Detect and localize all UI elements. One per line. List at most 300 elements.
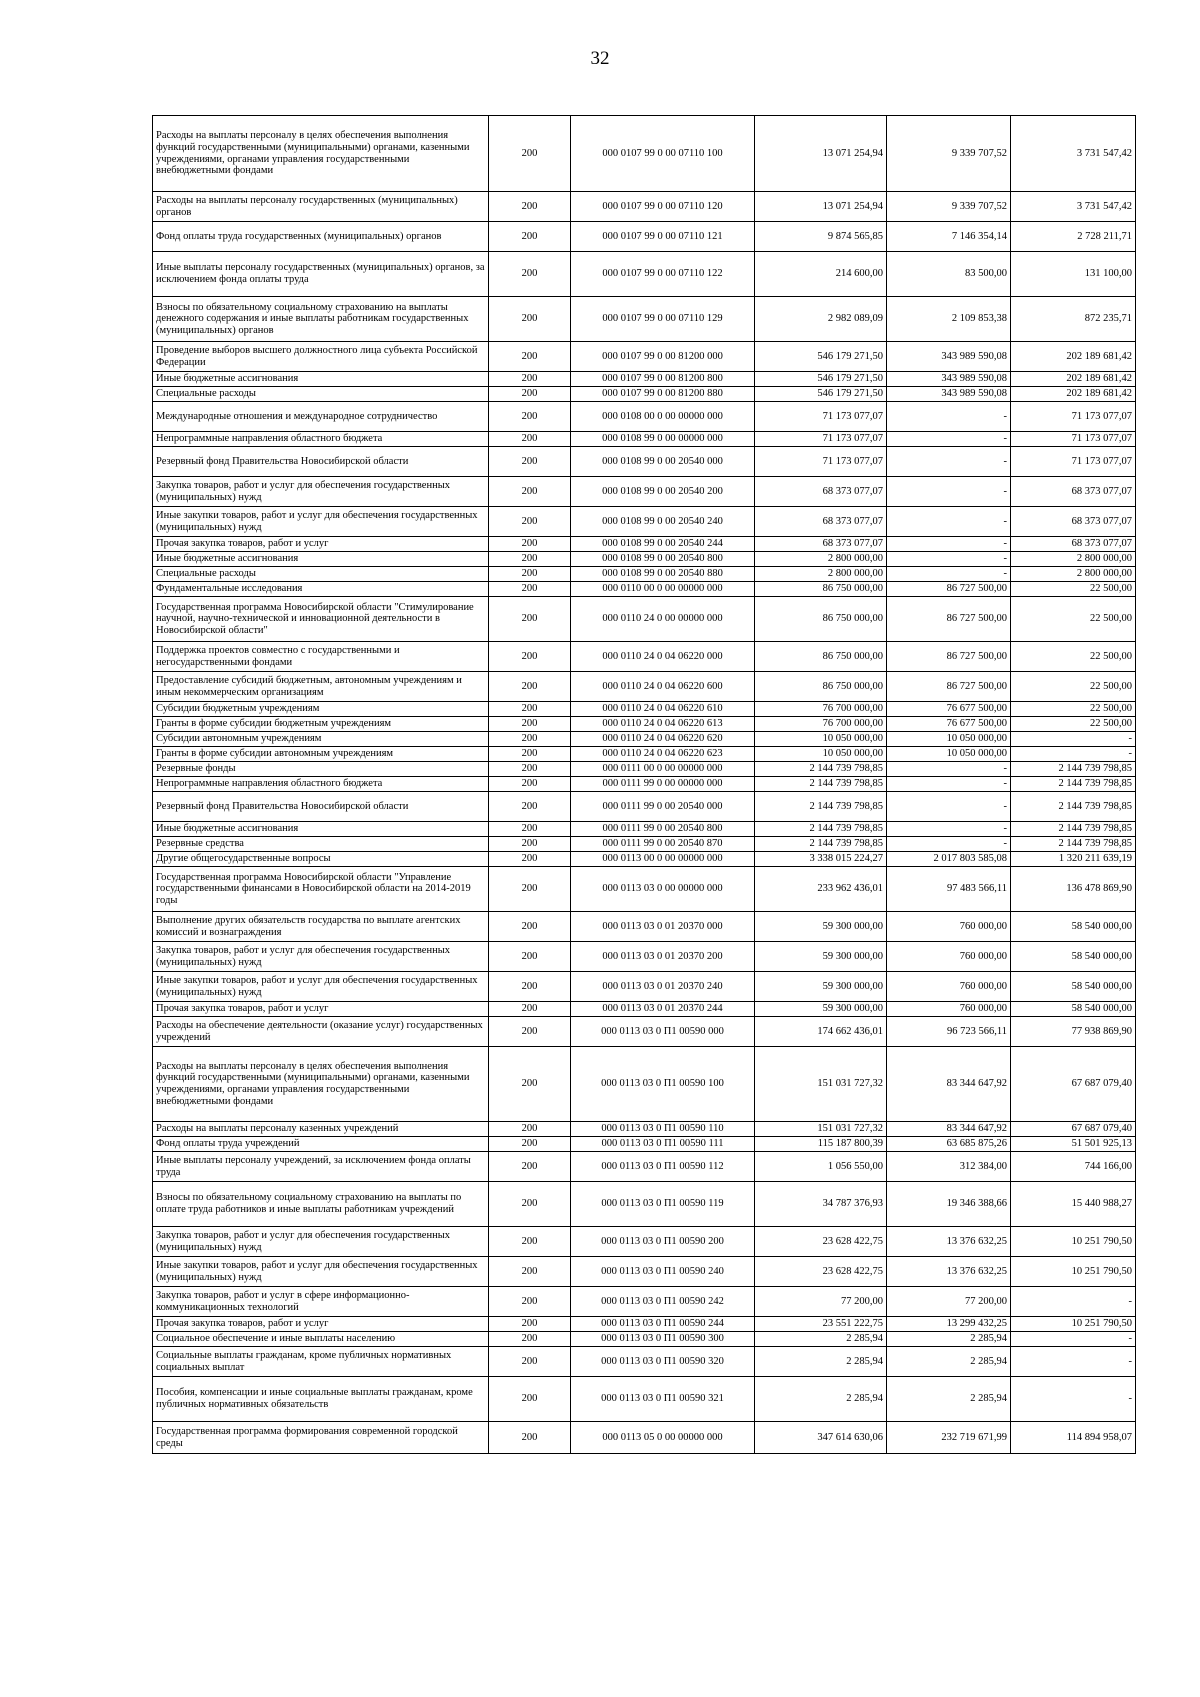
cell-line-code: 200 xyxy=(489,1122,571,1137)
table-row xyxy=(153,1017,1136,1047)
cell-line-code: 200 xyxy=(489,192,571,222)
cell-name: Непрограммные направления областного бюджета xyxy=(153,777,489,792)
cell-name: Пособия, компенсации и иные социальные выплаты гражданам, кроме публичных нормативных обязательств xyxy=(153,1377,489,1422)
cell-classification-code: 000 0108 99 0 00 20540 200 xyxy=(571,477,755,507)
cell-approved: 2 144 739 798,85 xyxy=(755,762,887,777)
cell-executed: 9 339 707,52 xyxy=(887,116,1011,192)
cell-line-code: 200 xyxy=(489,642,571,672)
table-row xyxy=(153,1227,1136,1257)
cell-name: Международные отношения и международное сотрудничество xyxy=(153,402,489,432)
cell-line-code: 200 xyxy=(489,1047,571,1122)
cell-name: Предоставление субсидий бюджетным, автономным учреждениям и иным некоммерческим организациям xyxy=(153,672,489,702)
table-row xyxy=(153,1347,1136,1377)
cell-unexecuted: - xyxy=(1011,1377,1136,1422)
cell-name: Гранты в форме субсидии бюджетным учреждениям xyxy=(153,717,489,732)
cell-unexecuted: - xyxy=(1011,732,1136,747)
cell-line-code: 200 xyxy=(489,702,571,717)
cell-classification-code: 000 0113 03 0 01 20370 200 xyxy=(571,942,755,972)
cell-executed: 10 050 000,00 xyxy=(887,747,1011,762)
cell-name: Субсидии бюджетным учреждениям xyxy=(153,702,489,717)
cell-executed: - xyxy=(887,762,1011,777)
cell-unexecuted: - xyxy=(1011,1287,1136,1317)
cell-line-code: 200 xyxy=(489,1257,571,1287)
cell-executed: 96 723 566,11 xyxy=(887,1017,1011,1047)
cell-executed: 2 285,94 xyxy=(887,1332,1011,1347)
cell-executed: 86 727 500,00 xyxy=(887,597,1011,642)
cell-approved: 546 179 271,50 xyxy=(755,342,887,372)
cell-executed: - xyxy=(887,837,1011,852)
table-row xyxy=(153,192,1136,222)
cell-executed: - xyxy=(887,822,1011,837)
table-row xyxy=(153,1122,1136,1137)
cell-classification-code: 000 0108 00 0 00 00000 000 xyxy=(571,402,755,432)
cell-approved: 77 200,00 xyxy=(755,1287,887,1317)
cell-name: Другие общегосударственные вопросы xyxy=(153,852,489,867)
cell-classification-code: 000 0111 99 0 00 20540 870 xyxy=(571,837,755,852)
cell-line-code: 200 xyxy=(489,1002,571,1017)
cell-executed: - xyxy=(887,477,1011,507)
cell-name: Взносы по обязательному социальному страхованию на выплаты по оплате труда работников и иные выплаты работникам учреждений xyxy=(153,1182,489,1227)
cell-approved: 2 144 739 798,85 xyxy=(755,792,887,822)
cell-unexecuted: 744 166,00 xyxy=(1011,1152,1136,1182)
cell-classification-code: 000 0110 24 0 00 00000 000 xyxy=(571,597,755,642)
cell-line-code: 200 xyxy=(489,852,571,867)
cell-executed: 76 677 500,00 xyxy=(887,702,1011,717)
cell-executed: 86 727 500,00 xyxy=(887,582,1011,597)
table-row xyxy=(153,1002,1136,1017)
table-row xyxy=(153,732,1136,747)
cell-executed: 760 000,00 xyxy=(887,972,1011,1002)
cell-unexecuted: 3 731 547,42 xyxy=(1011,192,1136,222)
cell-unexecuted: 10 251 790,50 xyxy=(1011,1317,1136,1332)
page-number: 32 xyxy=(590,48,610,69)
cell-approved: 86 750 000,00 xyxy=(755,597,887,642)
cell-executed: 2 017 803 585,08 xyxy=(887,852,1011,867)
cell-classification-code: 000 0111 99 0 00 00000 000 xyxy=(571,777,755,792)
cell-line-code: 200 xyxy=(489,222,571,252)
cell-line-code: 200 xyxy=(489,1137,571,1152)
table-row xyxy=(153,762,1136,777)
cell-unexecuted: 2 144 739 798,85 xyxy=(1011,792,1136,822)
cell-approved: 68 373 077,07 xyxy=(755,477,887,507)
cell-line-code: 200 xyxy=(489,372,571,387)
table-row xyxy=(153,1152,1136,1182)
cell-classification-code: 000 0108 99 0 00 20540 880 xyxy=(571,567,755,582)
cell-unexecuted: 77 938 869,90 xyxy=(1011,1017,1136,1047)
cell-executed: 343 989 590,08 xyxy=(887,372,1011,387)
cell-executed: - xyxy=(887,777,1011,792)
cell-executed: 19 346 388,66 xyxy=(887,1182,1011,1227)
cell-approved: 115 187 800,39 xyxy=(755,1137,887,1152)
cell-classification-code: 000 0107 99 0 00 07110 121 xyxy=(571,222,755,252)
cell-classification-code: 000 0113 03 0 П1 00590 320 xyxy=(571,1347,755,1377)
cell-name: Государственная программа Новосибирской области "Управление государственными финансами в Новосибирской области на 2014-2019 годы xyxy=(153,867,489,912)
cell-executed: 10 050 000,00 xyxy=(887,732,1011,747)
cell-classification-code: 000 0113 03 0 П1 00590 242 xyxy=(571,1287,755,1317)
cell-unexecuted: 2 800 000,00 xyxy=(1011,567,1136,582)
cell-name: Поддержка проектов совместно с государственными и негосударственными фондами xyxy=(153,642,489,672)
cell-approved: 71 173 077,07 xyxy=(755,432,887,447)
cell-name: Закупка товаров, работ и услуг для обеспечения государственных (муниципальных) нужд xyxy=(153,1227,489,1257)
cell-unexecuted: 22 500,00 xyxy=(1011,642,1136,672)
cell-executed: - xyxy=(887,507,1011,537)
cell-approved: 2 144 739 798,85 xyxy=(755,837,887,852)
cell-classification-code: 000 0113 05 0 00 00000 000 xyxy=(571,1422,755,1454)
cell-unexecuted: 67 687 079,40 xyxy=(1011,1122,1136,1137)
cell-unexecuted: - xyxy=(1011,747,1136,762)
table-row xyxy=(153,297,1136,342)
cell-line-code: 200 xyxy=(489,942,571,972)
cell-name: Иные закупки товаров, работ и услуг для обеспечения государственных (муниципальных) нужд xyxy=(153,1257,489,1287)
cell-unexecuted: 2 144 739 798,85 xyxy=(1011,762,1136,777)
cell-name: Взносы по обязательному социальному страхованию на выплаты денежного содержания и иные выплаты работникам государственных (муниципальных) органов xyxy=(153,297,489,342)
cell-executed: 13 376 632,25 xyxy=(887,1227,1011,1257)
cell-approved: 151 031 727,32 xyxy=(755,1122,887,1137)
table-row xyxy=(153,477,1136,507)
cell-classification-code: 000 0111 99 0 00 20540 800 xyxy=(571,822,755,837)
cell-name: Социальные выплаты гражданам, кроме публичных нормативных социальных выплат xyxy=(153,1347,489,1377)
cell-line-code: 200 xyxy=(489,342,571,372)
table-row xyxy=(153,116,1136,192)
cell-name: Расходы на выплаты персоналу государственных (муниципальных) органов xyxy=(153,192,489,222)
cell-classification-code: 000 0110 00 0 00 00000 000 xyxy=(571,582,755,597)
cell-executed: - xyxy=(887,432,1011,447)
cell-line-code: 200 xyxy=(489,747,571,762)
cell-approved: 214 600,00 xyxy=(755,252,887,297)
cell-approved: 86 750 000,00 xyxy=(755,582,887,597)
cell-unexecuted: 136 478 869,90 xyxy=(1011,867,1136,912)
cell-line-code: 200 xyxy=(489,387,571,402)
cell-classification-code: 000 0113 03 0 П1 00590 119 xyxy=(571,1182,755,1227)
cell-line-code: 200 xyxy=(489,1017,571,1047)
cell-line-code: 200 xyxy=(489,1287,571,1317)
cell-approved: 23 551 222,75 xyxy=(755,1317,887,1332)
cell-approved: 151 031 727,32 xyxy=(755,1047,887,1122)
cell-approved: 13 071 254,94 xyxy=(755,116,887,192)
cell-line-code: 200 xyxy=(489,1317,571,1332)
table-row xyxy=(153,447,1136,477)
cell-approved: 86 750 000,00 xyxy=(755,642,887,672)
cell-name: Закупка товаров, работ и услуг в сфере информационно-коммуникационных технологий xyxy=(153,1287,489,1317)
cell-unexecuted: 114 894 958,07 xyxy=(1011,1422,1136,1454)
cell-line-code: 200 xyxy=(489,507,571,537)
cell-executed: 312 384,00 xyxy=(887,1152,1011,1182)
cell-name: Закупка товаров, работ и услуг для обеспечения государственных (муниципальных) нужд xyxy=(153,477,489,507)
cell-classification-code: 000 0113 03 0 П1 00590 244 xyxy=(571,1317,755,1332)
cell-unexecuted: 58 540 000,00 xyxy=(1011,912,1136,942)
cell-classification-code: 000 0113 03 0 П1 00590 240 xyxy=(571,1257,755,1287)
cell-line-code: 200 xyxy=(489,597,571,642)
cell-name: Иные выплаты персоналу учреждений, за исключением фонда оплаты труда xyxy=(153,1152,489,1182)
table-row xyxy=(153,432,1136,447)
cell-line-code: 200 xyxy=(489,537,571,552)
cell-name: Иные закупки товаров, работ и услуг для обеспечения государственных (муниципальных) нужд xyxy=(153,507,489,537)
table-row xyxy=(153,852,1136,867)
cell-classification-code: 000 0110 24 0 04 06220 600 xyxy=(571,672,755,702)
cell-classification-code: 000 0108 99 0 00 20540 800 xyxy=(571,552,755,567)
table-row xyxy=(153,702,1136,717)
cell-line-code: 200 xyxy=(489,116,571,192)
cell-line-code: 200 xyxy=(489,567,571,582)
cell-classification-code: 000 0107 99 0 00 81200 800 xyxy=(571,372,755,387)
cell-name: Субсидии автономным учреждениям xyxy=(153,732,489,747)
cell-unexecuted: 58 540 000,00 xyxy=(1011,942,1136,972)
cell-line-code: 200 xyxy=(489,717,571,732)
cell-classification-code: 000 0108 99 0 00 00000 000 xyxy=(571,432,755,447)
cell-classification-code: 000 0107 99 0 00 81200 000 xyxy=(571,342,755,372)
cell-executed: 83 344 647,92 xyxy=(887,1047,1011,1122)
cell-approved: 2 285,94 xyxy=(755,1347,887,1377)
cell-line-code: 200 xyxy=(489,447,571,477)
cell-name: Резервный фонд Правительства Новосибирской области xyxy=(153,792,489,822)
cell-approved: 10 050 000,00 xyxy=(755,747,887,762)
cell-line-code: 200 xyxy=(489,402,571,432)
cell-executed: 232 719 671,99 xyxy=(887,1422,1011,1454)
cell-line-code: 200 xyxy=(489,297,571,342)
cell-name: Государственная программа формирования современной городской среды xyxy=(153,1422,489,1454)
cell-executed: 86 727 500,00 xyxy=(887,642,1011,672)
cell-executed: 2 285,94 xyxy=(887,1347,1011,1377)
cell-executed: 83 344 647,92 xyxy=(887,1122,1011,1137)
cell-name: Закупка товаров, работ и услуг для обеспечения государственных (муниципальных) нужд xyxy=(153,942,489,972)
cell-classification-code: 000 0107 99 0 00 07110 100 xyxy=(571,116,755,192)
cell-line-code: 200 xyxy=(489,1227,571,1257)
cell-name: Фонд оплаты труда государственных (муниципальных) органов xyxy=(153,222,489,252)
cell-executed: 343 989 590,08 xyxy=(887,387,1011,402)
cell-name: Иные выплаты персоналу государственных (муниципальных) органов, за исключением фонда оплаты труда xyxy=(153,252,489,297)
cell-classification-code: 000 0110 24 0 04 06220 000 xyxy=(571,642,755,672)
cell-classification-code: 000 0107 99 0 00 07110 120 xyxy=(571,192,755,222)
cell-executed: 97 483 566,11 xyxy=(887,867,1011,912)
table-row xyxy=(153,972,1136,1002)
cell-unexecuted: 22 500,00 xyxy=(1011,717,1136,732)
table-row xyxy=(153,777,1136,792)
cell-line-code: 200 xyxy=(489,1347,571,1377)
table-row xyxy=(153,1257,1136,1287)
cell-line-code: 200 xyxy=(489,822,571,837)
table-row xyxy=(153,567,1136,582)
table-row xyxy=(153,717,1136,732)
cell-classification-code: 000 0113 03 0 00 00000 000 xyxy=(571,867,755,912)
cell-classification-code: 000 0113 03 0 П1 00590 300 xyxy=(571,1332,755,1347)
cell-executed: - xyxy=(887,792,1011,822)
cell-classification-code: 000 0110 24 0 04 06220 620 xyxy=(571,732,755,747)
cell-unexecuted: 2 800 000,00 xyxy=(1011,552,1136,567)
cell-classification-code: 000 0113 03 0 П1 00590 200 xyxy=(571,1227,755,1257)
cell-approved: 34 787 376,93 xyxy=(755,1182,887,1227)
cell-approved: 76 700 000,00 xyxy=(755,702,887,717)
cell-executed: 7 146 354,14 xyxy=(887,222,1011,252)
cell-name: Иные бюджетные ассигнования xyxy=(153,552,489,567)
cell-classification-code: 000 0113 03 0 П1 00590 112 xyxy=(571,1152,755,1182)
cell-approved: 174 662 436,01 xyxy=(755,1017,887,1047)
cell-unexecuted: 58 540 000,00 xyxy=(1011,972,1136,1002)
cell-executed: - xyxy=(887,447,1011,477)
cell-name: Прочая закупка товаров, работ и услуг xyxy=(153,1002,489,1017)
table-row xyxy=(153,342,1136,372)
table-row xyxy=(153,1422,1136,1454)
cell-executed: 760 000,00 xyxy=(887,942,1011,972)
cell-approved: 59 300 000,00 xyxy=(755,942,887,972)
cell-line-code: 200 xyxy=(489,252,571,297)
cell-line-code: 200 xyxy=(489,1422,571,1454)
table-row xyxy=(153,1287,1136,1317)
cell-approved: 233 962 436,01 xyxy=(755,867,887,912)
cell-unexecuted: 10 251 790,50 xyxy=(1011,1257,1136,1287)
cell-unexecuted: 202 189 681,42 xyxy=(1011,387,1136,402)
cell-line-code: 200 xyxy=(489,777,571,792)
cell-classification-code: 000 0107 99 0 00 07110 129 xyxy=(571,297,755,342)
cell-executed: 760 000,00 xyxy=(887,1002,1011,1017)
cell-executed: - xyxy=(887,567,1011,582)
cell-unexecuted: 3 731 547,42 xyxy=(1011,116,1136,192)
cell-classification-code: 000 0113 03 0 П1 00590 100 xyxy=(571,1047,755,1122)
cell-approved: 546 179 271,50 xyxy=(755,387,887,402)
cell-executed: 9 339 707,52 xyxy=(887,192,1011,222)
cell-classification-code: 000 0108 99 0 00 20540 240 xyxy=(571,507,755,537)
cell-approved: 9 874 565,85 xyxy=(755,222,887,252)
cell-unexecuted: 2 144 739 798,85 xyxy=(1011,837,1136,852)
cell-executed: 2 109 853,38 xyxy=(887,297,1011,342)
cell-classification-code: 000 0110 24 0 04 06220 610 xyxy=(571,702,755,717)
cell-unexecuted: - xyxy=(1011,1332,1136,1347)
cell-unexecuted: 2 728 211,71 xyxy=(1011,222,1136,252)
table-row xyxy=(153,942,1136,972)
cell-approved: 71 173 077,07 xyxy=(755,447,887,477)
cell-classification-code: 000 0113 00 0 00 00000 000 xyxy=(571,852,755,867)
cell-approved: 347 614 630,06 xyxy=(755,1422,887,1454)
cell-unexecuted: 202 189 681,42 xyxy=(1011,372,1136,387)
cell-unexecuted: 51 501 925,13 xyxy=(1011,1137,1136,1152)
table-row xyxy=(153,792,1136,822)
cell-approved: 59 300 000,00 xyxy=(755,912,887,942)
cell-executed: 76 677 500,00 xyxy=(887,717,1011,732)
table-row xyxy=(153,582,1136,597)
cell-unexecuted: 68 373 077,07 xyxy=(1011,507,1136,537)
cell-approved: 23 628 422,75 xyxy=(755,1257,887,1287)
cell-unexecuted: 22 500,00 xyxy=(1011,702,1136,717)
cell-unexecuted: 22 500,00 xyxy=(1011,672,1136,702)
cell-unexecuted: 68 373 077,07 xyxy=(1011,537,1136,552)
cell-classification-code: 000 0110 24 0 04 06220 623 xyxy=(571,747,755,762)
table-row xyxy=(153,867,1136,912)
table-row xyxy=(153,537,1136,552)
cell-executed: - xyxy=(887,552,1011,567)
cell-executed: 760 000,00 xyxy=(887,912,1011,942)
cell-executed: 2 285,94 xyxy=(887,1377,1011,1422)
cell-unexecuted: 68 373 077,07 xyxy=(1011,477,1136,507)
table-row xyxy=(153,222,1136,252)
cell-approved: 2 144 739 798,85 xyxy=(755,777,887,792)
cell-executed: 343 989 590,08 xyxy=(887,342,1011,372)
cell-unexecuted: 58 540 000,00 xyxy=(1011,1002,1136,1017)
cell-line-code: 200 xyxy=(489,1377,571,1422)
cell-approved: 2 982 089,09 xyxy=(755,297,887,342)
cell-approved: 2 144 739 798,85 xyxy=(755,822,887,837)
cell-classification-code: 000 0113 03 0 01 20370 240 xyxy=(571,972,755,1002)
cell-name: Непрограммные направления областного бюджета xyxy=(153,432,489,447)
cell-approved: 2 285,94 xyxy=(755,1377,887,1422)
cell-unexecuted: 2 144 739 798,85 xyxy=(1011,777,1136,792)
table-row xyxy=(153,642,1136,672)
table-row xyxy=(153,402,1136,432)
cell-name: Резервные средства xyxy=(153,837,489,852)
table-row xyxy=(153,1377,1136,1422)
table-row xyxy=(153,387,1136,402)
cell-line-code: 200 xyxy=(489,1152,571,1182)
cell-line-code: 200 xyxy=(489,1332,571,1347)
cell-approved: 2 285,94 xyxy=(755,1332,887,1347)
table-row xyxy=(153,672,1136,702)
cell-name: Фонд оплаты труда учреждений xyxy=(153,1137,489,1152)
cell-classification-code: 000 0113 03 0 01 20370 000 xyxy=(571,912,755,942)
cell-name: Прочая закупка товаров, работ и услуг xyxy=(153,537,489,552)
cell-name: Проведение выборов высшего должностного лица субъекта Российской Федерации xyxy=(153,342,489,372)
cell-unexecuted: 202 189 681,42 xyxy=(1011,342,1136,372)
cell-classification-code: 000 0113 03 0 П1 00590 000 xyxy=(571,1017,755,1047)
cell-unexecuted: 71 173 077,07 xyxy=(1011,432,1136,447)
table-row xyxy=(153,1047,1136,1122)
cell-approved: 546 179 271,50 xyxy=(755,372,887,387)
table-row xyxy=(153,1332,1136,1347)
cell-approved: 2 800 000,00 xyxy=(755,552,887,567)
cell-approved: 59 300 000,00 xyxy=(755,1002,887,1017)
cell-line-code: 200 xyxy=(489,552,571,567)
cell-executed: - xyxy=(887,537,1011,552)
cell-line-code: 200 xyxy=(489,867,571,912)
cell-approved: 68 373 077,07 xyxy=(755,537,887,552)
cell-approved: 86 750 000,00 xyxy=(755,672,887,702)
cell-name: Специальные расходы xyxy=(153,387,489,402)
cell-approved: 76 700 000,00 xyxy=(755,717,887,732)
cell-line-code: 200 xyxy=(489,582,571,597)
cell-approved: 13 071 254,94 xyxy=(755,192,887,222)
cell-name: Расходы на обеспечение деятельности (оказание услуг) государственных учреждений xyxy=(153,1017,489,1047)
cell-name: Прочая закупка товаров, работ и услуг xyxy=(153,1317,489,1332)
cell-classification-code: 000 0107 99 0 00 07110 122 xyxy=(571,252,755,297)
table-row xyxy=(153,552,1136,567)
cell-unexecuted: - xyxy=(1011,1347,1136,1377)
cell-executed: 77 200,00 xyxy=(887,1287,1011,1317)
cell-classification-code: 000 0113 03 0 01 20370 244 xyxy=(571,1002,755,1017)
table-row xyxy=(153,822,1136,837)
cell-name: Расходы на выплаты персоналу казенных учреждений xyxy=(153,1122,489,1137)
table-row xyxy=(153,1182,1136,1227)
cell-unexecuted: 67 687 079,40 xyxy=(1011,1047,1136,1122)
table-row xyxy=(153,597,1136,642)
cell-line-code: 200 xyxy=(489,912,571,942)
cell-classification-code: 000 0111 00 0 00 00000 000 xyxy=(571,762,755,777)
cell-line-code: 200 xyxy=(489,762,571,777)
cell-classification-code: 000 0111 99 0 00 20540 000 xyxy=(571,792,755,822)
cell-name: Резервные фонды xyxy=(153,762,489,777)
cell-approved: 59 300 000,00 xyxy=(755,972,887,1002)
cell-approved: 1 056 550,00 xyxy=(755,1152,887,1182)
cell-approved: 2 800 000,00 xyxy=(755,567,887,582)
cell-line-code: 200 xyxy=(489,432,571,447)
cell-approved: 68 373 077,07 xyxy=(755,507,887,537)
table-row xyxy=(153,1317,1136,1332)
cell-line-code: 200 xyxy=(489,1182,571,1227)
cell-approved: 23 628 422,75 xyxy=(755,1227,887,1257)
cell-approved: 71 173 077,07 xyxy=(755,402,887,432)
cell-approved: 3 338 015 224,27 xyxy=(755,852,887,867)
cell-unexecuted: 10 251 790,50 xyxy=(1011,1227,1136,1257)
cell-name: Иные бюджетные ассигнования xyxy=(153,372,489,387)
cell-line-code: 200 xyxy=(489,972,571,1002)
cell-unexecuted: 1 320 211 639,19 xyxy=(1011,852,1136,867)
table-row xyxy=(153,252,1136,297)
